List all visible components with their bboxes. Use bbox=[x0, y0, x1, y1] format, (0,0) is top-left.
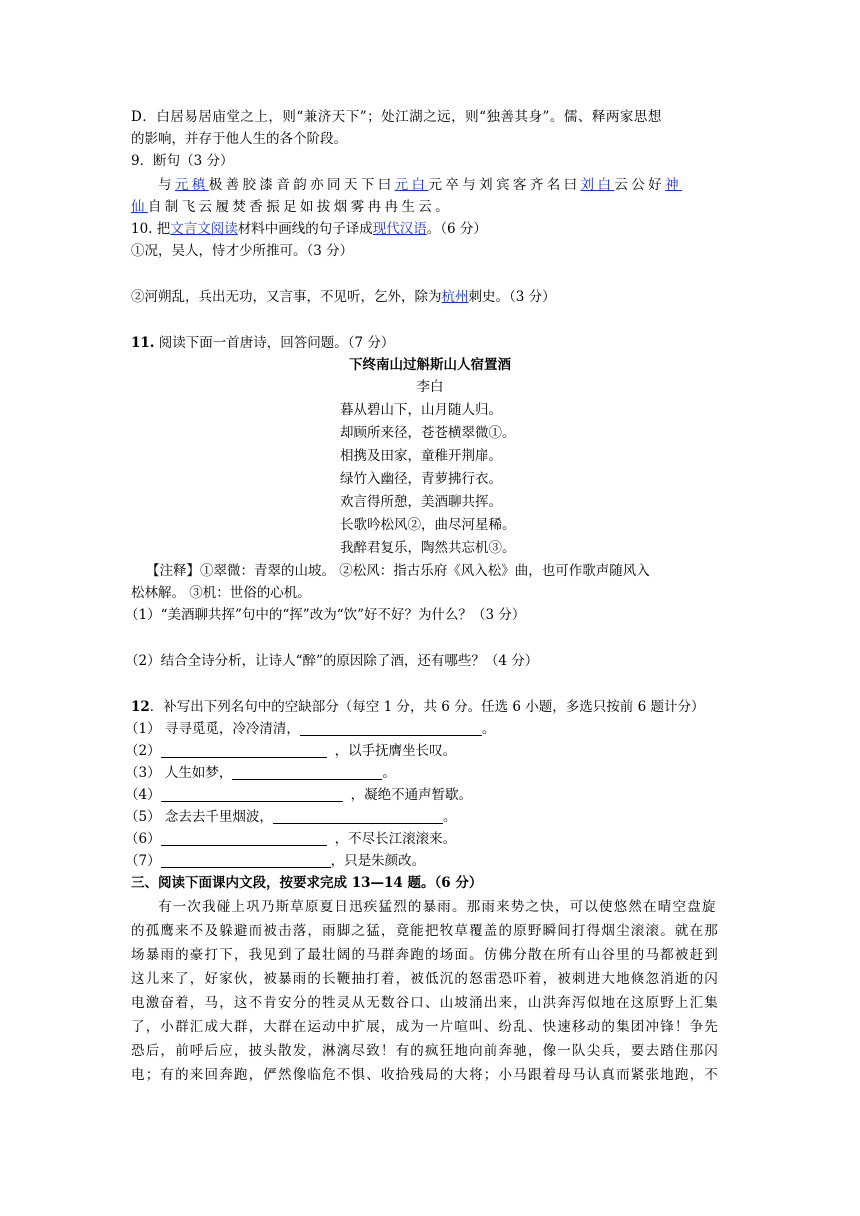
q12-item-text: ，凝绝不通声暂歇。 bbox=[350, 787, 473, 803]
passage-line: 场暴雨的豪打下，我见到了最壮阔的马群奔跑的场面。仿佛分散在所有山谷里的马都被赶到 bbox=[131, 947, 719, 963]
passage-line: 有一次我碰上巩乃斯草原夏日迅疾猛烈的暴雨。那雨来势之快，可以使悠然在晴空盘旋 bbox=[158, 899, 717, 915]
q12-number: 12 bbox=[131, 699, 150, 715]
q9-text: 云公好 bbox=[614, 177, 666, 193]
q12-item-6 bbox=[125, 828, 456, 850]
link-wenyanwen[interactable]: 文言文阅读 bbox=[170, 221, 238, 237]
answer-blank[interactable] bbox=[161, 787, 343, 802]
poem-note-line-2: 松林解。 ③机：世俗的心机。 bbox=[131, 585, 311, 601]
q11-subquestion-2: （2）结合全诗分析，让诗人“醉”的原因除了酒，还有哪些？（4 分） bbox=[125, 653, 539, 669]
q9-text-line-2 bbox=[131, 196, 452, 218]
q10-text: ②河朔乱，兵出无功，又言事，不见听，乞外，除为 bbox=[131, 289, 442, 305]
q9-text: 与 bbox=[158, 177, 175, 193]
answer-blank[interactable] bbox=[273, 809, 443, 824]
q10-sentence-2 bbox=[131, 286, 556, 308]
answer-blank[interactable] bbox=[161, 743, 327, 758]
poem-line: 暮从碧山下，山月随人归。 bbox=[340, 402, 502, 418]
q12-item-2 bbox=[125, 740, 456, 762]
q12-item-4 bbox=[125, 784, 472, 806]
poem-line: 相携及田家，童稚开荆扉。 bbox=[340, 448, 502, 464]
link-shenxian-part2[interactable]: 仙 bbox=[131, 199, 148, 215]
link-yuanbai[interactable]: 元白 bbox=[394, 177, 429, 193]
q12-item-3 bbox=[125, 762, 396, 784]
passage-line: 恐后，前呼后应，披头散发，淋漓尽致！有的疯狂地向前奔驰，像一队尖兵，要去踏住那闪 bbox=[131, 1043, 719, 1059]
link-shenxian-part1[interactable]: 神 bbox=[665, 177, 682, 193]
q10-heading bbox=[131, 218, 487, 240]
q10-text: 。（6 分） bbox=[426, 221, 487, 237]
q12-item-text: 。 bbox=[382, 765, 396, 781]
poem-line: 绿竹入幽径，青萝拂行衣。 bbox=[340, 471, 502, 487]
link-hangzhou[interactable]: 杭州 bbox=[441, 289, 469, 305]
q12-item-text: 。 bbox=[481, 721, 496, 737]
q12-item-text: （5） 念去去千里烟波， bbox=[125, 809, 273, 825]
q11-number: 11. bbox=[131, 335, 155, 351]
poem-author: 李白 bbox=[416, 379, 444, 395]
answer-blank[interactable] bbox=[300, 721, 482, 736]
q12-heading bbox=[131, 696, 704, 718]
passage-line: 了，小群汇成大群，大群在运动中扩展，成为一片喧叫、纷乱、快速移动的集团冲锋！争先 bbox=[131, 1019, 719, 1035]
q12-item-text: （1） 寻寻觅觅，冷冷清清， bbox=[125, 721, 300, 737]
q10-text: 刺史。（3 分） bbox=[468, 289, 556, 305]
q11-text: 阅读下面一首唐诗，回答问题。（7 分） bbox=[154, 335, 395, 351]
option-d-line-1: D．白居易居庙堂之上，则“兼济天下”；处江湖之远，则“独善其身”。儒、释两家思想 bbox=[131, 109, 662, 125]
poem-line: 我醉君复乐，陶然共忘机③。 bbox=[340, 540, 516, 556]
q12-item-text: 。 bbox=[442, 809, 457, 825]
q12-item-text: ，以手抚膺坐长叹。 bbox=[334, 743, 457, 759]
q12-item-1 bbox=[125, 718, 495, 740]
poem-line: 长歌吟松风②，曲尽河星稀。 bbox=[340, 517, 516, 533]
q12-item-5 bbox=[125, 806, 456, 828]
q12-item-7 bbox=[125, 850, 425, 872]
link-xiandaihanyu[interactable]: 现代汉语 bbox=[372, 221, 427, 237]
q9-text: 极善胶漆音韵亦同天下曰 bbox=[208, 177, 395, 193]
q12-text: ．补写出下列名句中的空缺部分（每空 1 分，共 6 分。任选 6 小题，多选只按前 6 题计分） bbox=[149, 699, 705, 715]
poem-note-line-1: 【注释】①翠微：青翠的山坡。 ②松风：指古乐府《风入松》曲，也可作歌声随风入 bbox=[146, 563, 650, 579]
q10-text: 材料中画线的句子译成 bbox=[237, 221, 373, 237]
q12-item-text: ，不尽长江滚滚来。 bbox=[334, 831, 457, 847]
answer-blank[interactable] bbox=[232, 765, 382, 780]
poem-title: 下终南山过斛斯山人宿置酒 bbox=[349, 357, 511, 373]
q11-subquestion-1: （1）“美酒聊共挥”句中的“挥”改为“饮”好不好？为什么？（3 分） bbox=[125, 607, 526, 623]
section-3-heading: 三、阅读下面课内文段，按要求完成 13—14 题。（6 分） bbox=[131, 875, 483, 891]
q9-text-line-1 bbox=[158, 174, 682, 196]
poem-line: 却顾所来径，苍苍横翠微①。 bbox=[340, 425, 516, 441]
passage-line: 电激奋着，马，这不肯安分的牲灵从无数谷口、山坡涌出来，山洪奔泻似地在这原野上汇集 bbox=[131, 995, 719, 1011]
q12-item-text: ，只是朱颜改。 bbox=[330, 853, 426, 869]
q9-text: 元卒与刘宾客齐名曰 bbox=[428, 177, 581, 193]
passage-line: 的孤鹰来不及躲避而被击落，雨脚之猛，竟能把牧草覆盖的原野瞬间打得烟尘滚滚。就在那 bbox=[131, 923, 719, 939]
q12-item-text: （6） bbox=[125, 831, 161, 847]
q10-sentence-1: ①况，吴人，恃才少所推可。（3 分） bbox=[131, 243, 354, 259]
answer-blank[interactable] bbox=[161, 853, 331, 868]
passage-line: 这儿来了，好家伙，被暴雨的长鞭抽打着，被低沉的怒雷恐吓着，被刺进大地倏忽消逝的闪 bbox=[131, 971, 719, 987]
q9-text: 自制飞云履焚香振足如拔烟雾冉冉生云。 bbox=[147, 199, 453, 215]
q11-heading bbox=[131, 332, 394, 354]
q12-item-text: （4） bbox=[125, 787, 161, 803]
passage-line: 电；有的来回奔跑，俨然像临危不惧、收拾残局的大将；小马跟着母马认真而紧张地跑，不 bbox=[131, 1067, 719, 1083]
link-liubai[interactable]: 刘白 bbox=[580, 177, 615, 193]
poem-line: 欢言得所憩，美酒聊共挥。 bbox=[340, 494, 502, 510]
option-d-line-2: 的影响，并存于他人生的各个阶段。 bbox=[131, 131, 347, 147]
q9-heading: 9．断句（3 分） bbox=[131, 153, 234, 169]
q12-item-text: （2） bbox=[125, 743, 161, 759]
q12-item-text: （3） 人生如梦， bbox=[125, 765, 233, 781]
answer-blank[interactable] bbox=[161, 831, 327, 846]
link-yuanzhen[interactable]: 元稹 bbox=[174, 177, 209, 193]
q12-item-text: （7） bbox=[125, 853, 161, 869]
q10-text: 10. 把 bbox=[131, 221, 171, 237]
